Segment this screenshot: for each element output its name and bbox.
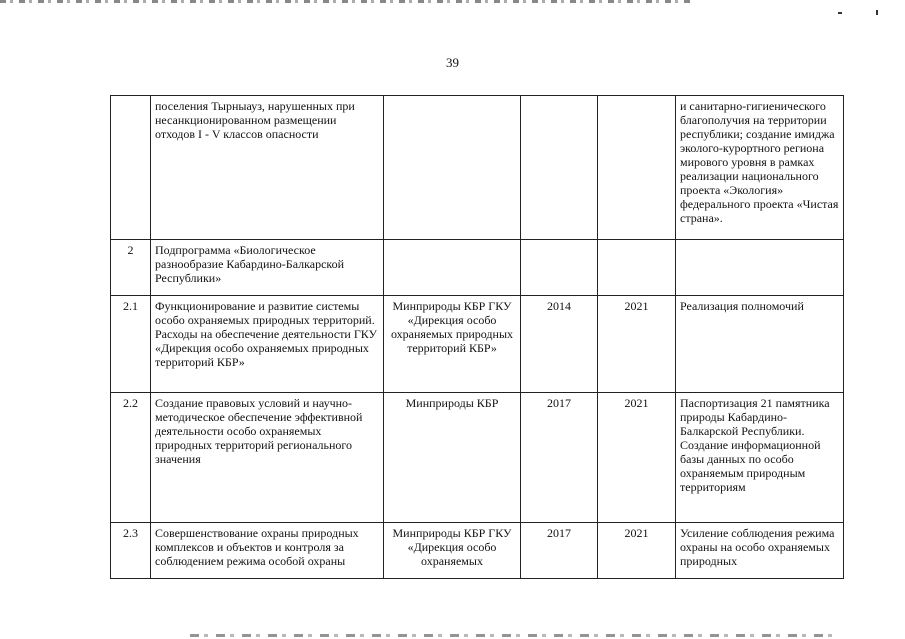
start-year: 2017 xyxy=(521,393,598,523)
start-year: 2017 xyxy=(521,523,598,579)
start-year: 2014 xyxy=(521,296,598,393)
executor: Минприроды КБР ГКУ «Дирекция особо охраняемых xyxy=(384,523,521,579)
executor xyxy=(384,240,521,296)
table-row xyxy=(111,96,844,240)
table-row xyxy=(111,240,844,296)
table-row xyxy=(111,393,844,523)
end-year xyxy=(598,96,676,240)
executor: Минприроды КБР xyxy=(384,393,521,523)
end-year xyxy=(598,240,676,296)
scan-artifact-top xyxy=(0,0,690,3)
activity-name: Создание правовых условий и научно-методическое обеспечение эффективной деятельности особо охраняемых природных территорий регионального значения xyxy=(151,393,384,523)
row-number: 2.3 xyxy=(111,523,151,579)
start-year xyxy=(521,96,598,240)
start-year xyxy=(521,240,598,296)
row-number xyxy=(111,96,151,240)
expected-result: и санитарно-гигиенического благополучия на территории республики; создание имиджа эколого-курортного региона мирового уровня в рамках реализации национального проекта «Экология» федерального проекта «Чистая страна». xyxy=(676,96,844,240)
page-number: 39 xyxy=(446,55,459,70)
table-row xyxy=(111,523,844,579)
executor: Минприроды КБР ГКУ «Дирекция особо охраняемых природных территорий КБР» xyxy=(384,296,521,393)
expected-result: Реализация полномочий xyxy=(676,296,844,393)
row-number: 2.1 xyxy=(111,296,151,393)
end-year: 2021 xyxy=(598,523,676,579)
scan-artifact-bottom xyxy=(190,634,840,637)
table-row xyxy=(111,296,844,393)
expected-result xyxy=(676,240,844,296)
activity-name: поселения Тырныауз, нарушенных при несанкционированном размещении отходов I - V классов опасности xyxy=(151,96,384,240)
activity-name: Подпрограмма «Биологическое разнообразие Кабардино-Балкарской Республики» xyxy=(151,240,384,296)
executor xyxy=(384,96,521,240)
end-year: 2021 xyxy=(598,393,676,523)
scan-speck xyxy=(876,10,878,15)
row-number: 2 xyxy=(111,240,151,296)
activity-name: Совершенствование охраны природных комплексов и объектов и контроля за соблюдением режима особой охраны xyxy=(151,523,384,579)
end-year: 2021 xyxy=(598,296,676,393)
expected-result: Паспортизация 21 памятника природы Кабардино-Балкарской Республики. Создание информационной базы данных по особо охраняемым природным территориям xyxy=(676,393,844,523)
expected-result: Усиление соблюдения режима охраны на особо охраняемых природных xyxy=(676,523,844,579)
row-number: 2.2 xyxy=(111,393,151,523)
activity-name: Функционирование и развитие системы особо охраняемых природных территорий. Расходы на обеспечение деятельности ГКУ «Дирекция особо охраняемых природных территорий КБР» xyxy=(151,296,384,393)
scan-speck xyxy=(838,12,842,14)
program-table xyxy=(110,95,844,579)
